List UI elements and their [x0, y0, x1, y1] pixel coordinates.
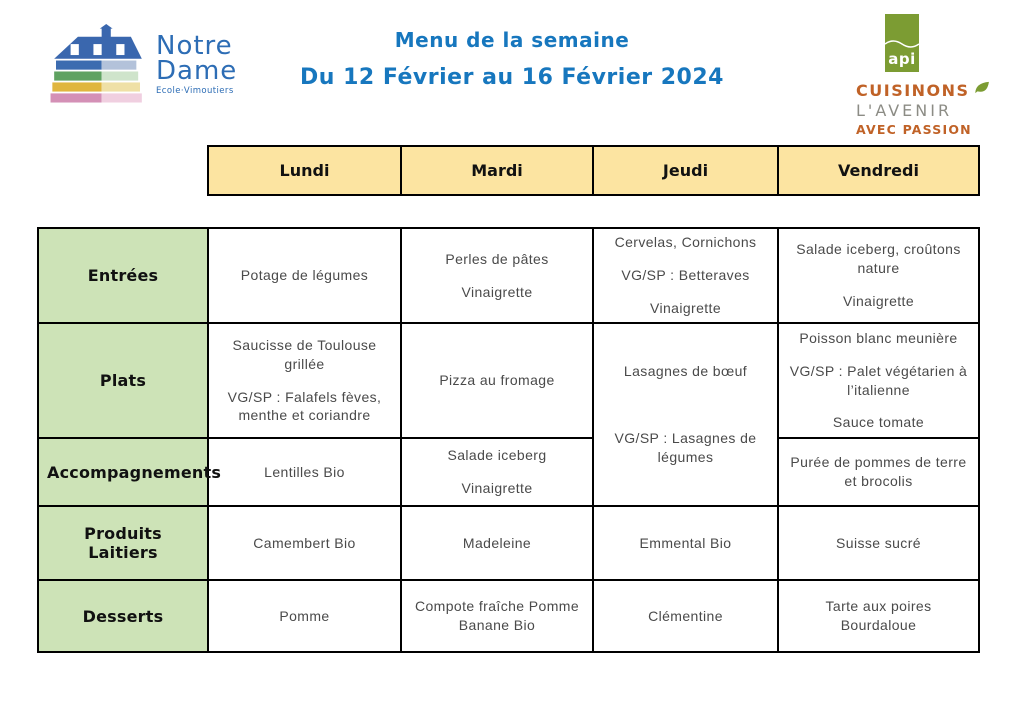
cell-accomp-vendredi: Purée de pommes de terre et brocolis — [778, 438, 979, 506]
row-label-accompagnements: Accompagnements — [38, 438, 208, 506]
api-badge-label: api — [888, 50, 916, 68]
row-accompagnements — [38, 438, 979, 506]
row-label-entrees: Entrées — [38, 228, 208, 323]
day-header-jeudi: Jeudi — [593, 146, 778, 195]
cell-entrees-vendredi: Salade iceberg, croûtons nature Vinaigrette — [778, 228, 979, 323]
row-label-desserts: Desserts — [38, 580, 208, 652]
row-entrees — [38, 228, 979, 323]
menu-table — [37, 227, 980, 653]
cell-plats-accomp-jeudi: Lasagnes de bœuf VG/SP : Lasagnes de légumes — [593, 323, 778, 506]
row-produits-laitiers — [38, 506, 979, 580]
caterer-tagline-line3: AVEC PASSION — [856, 122, 972, 137]
cell-laitiers-vendredi: Suisse sucré — [778, 506, 979, 580]
title-line1: Menu de la semaine — [394, 28, 630, 52]
school-name-line1: Notre — [156, 31, 233, 61]
cell-accomp-mardi: Salade iceberg Vinaigrette — [401, 438, 593, 506]
cell-plats-lundi: Saucisse de Toulouse grillée VG/SP : Falafels fèves, menthe et coriandre — [208, 323, 401, 438]
title-line2: Du 12 Février au 16 Février 2024 — [300, 65, 724, 90]
cell-entrees-mardi: Perles de pâtes Vinaigrette — [401, 228, 593, 323]
cell-desserts-mardi: Compote fraîche Pomme Banane Bio — [401, 580, 593, 652]
api-badge — [885, 14, 919, 72]
cell-desserts-lundi: Pomme — [208, 580, 401, 652]
cell-desserts-jeudi: Clémentine — [593, 580, 778, 652]
row-desserts — [38, 580, 979, 652]
caterer-tagline-line1: CUISINONS — [856, 80, 970, 100]
cell-entrees-lundi: Potage de légumes — [208, 228, 401, 323]
row-label-produits-laitiers: Produits Laitiers — [38, 506, 208, 580]
cell-entrees-jeudi: Cervelas, Cornichons VG/SP : Betteraves Vinaigrette — [593, 228, 778, 323]
api-wave-icon — [885, 38, 919, 50]
leaf-icon — [974, 80, 990, 100]
row-plats — [38, 323, 979, 438]
cell-laitiers-lundi: Camembert Bio — [208, 506, 401, 580]
day-header-vendredi: Vendredi — [778, 146, 979, 195]
caterer-tagline-line2: L'AVENIR — [856, 101, 953, 120]
cell-desserts-vendredi: Tarte aux poires Bourdaloue — [778, 580, 979, 652]
caterer-logo — [856, 14, 1016, 137]
cell-plats-mardi: Pizza au fromage — [401, 323, 593, 438]
day-header-lundi: Lundi — [208, 146, 401, 195]
school-name-line2: Dame — [156, 55, 238, 86]
cell-laitiers-jeudi: Emmental Bio — [593, 506, 778, 580]
row-label-plats: Plats — [38, 323, 208, 438]
cell-plats-vendredi: Poisson blanc meunière VG/SP : Palet végétarien à l’italienne Sauce tomate — [778, 323, 979, 438]
days-header-table — [207, 145, 980, 196]
day-header-mardi: Mardi — [401, 146, 593, 195]
cell-laitiers-mardi: Madeleine — [401, 506, 593, 580]
cell-accomp-lundi: Lentilles Bio — [208, 438, 401, 506]
school-subtitle: Ecole·Vimoutiers — [156, 86, 234, 97]
